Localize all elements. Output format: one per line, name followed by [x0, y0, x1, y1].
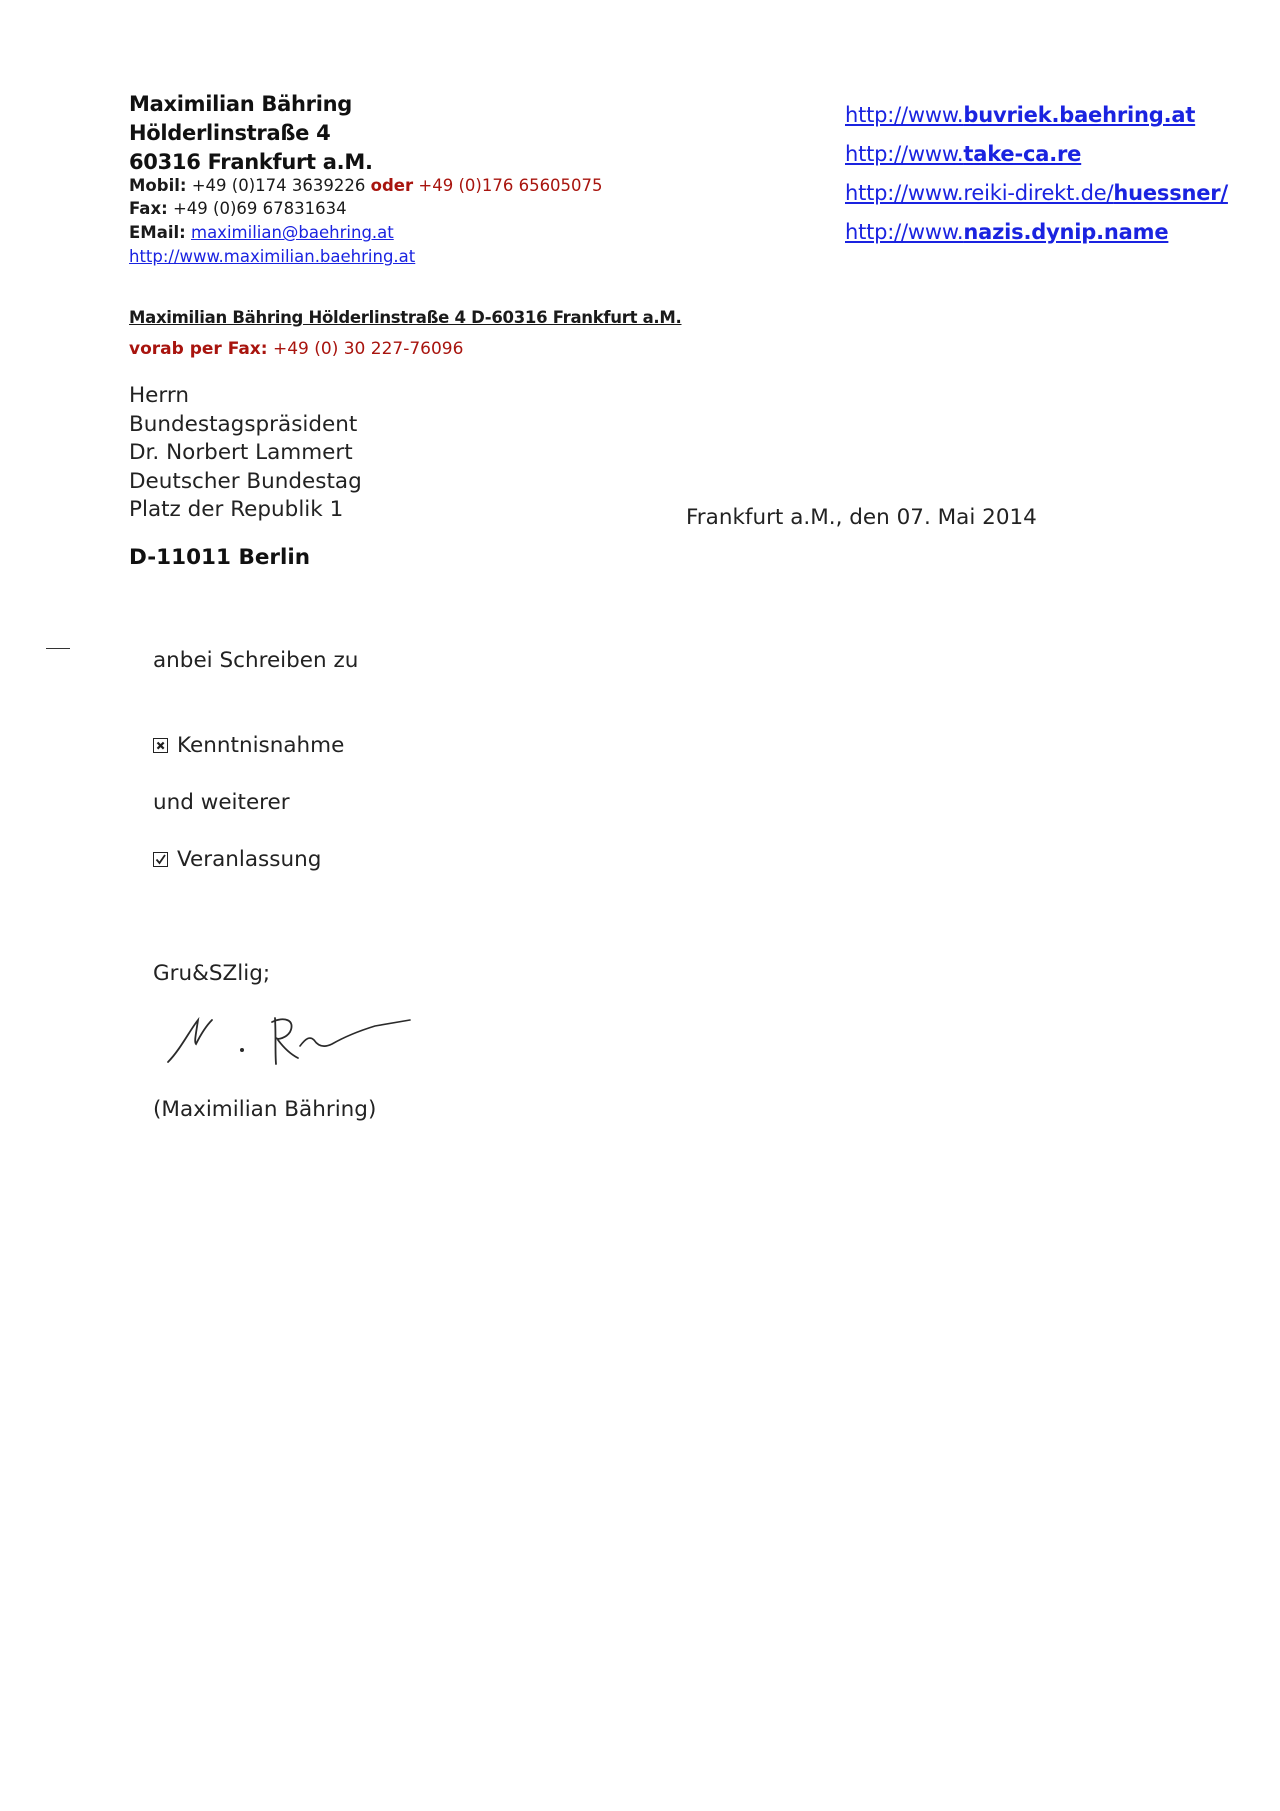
fax-number: +49 (0)69 67831634: [172, 199, 347, 218]
contact-email: [129, 223, 394, 242]
return-address: Maximilian Bähring Hölderlinstraße 4 D-60316 Frankfurt a.M.: [129, 308, 682, 327]
link-4-domain: nazis.dynip.name: [963, 220, 1169, 244]
link-3-prefix: http://www.reiki-direkt.de/: [845, 181, 1114, 205]
fax-notice: [129, 339, 463, 359]
external-link-3[interactable]: [845, 181, 1228, 205]
x-checkbox-icon: [153, 738, 168, 753]
link-3-path: huessner/: [1113, 181, 1228, 205]
fold-mark: [46, 648, 70, 649]
link-2-prefix: http://www.: [845, 142, 964, 166]
external-link-4[interactable]: [845, 220, 1168, 244]
external-link-1[interactable]: [845, 103, 1195, 127]
mobile-number-2: +49 (0)176 65605075: [418, 176, 603, 195]
website-link[interactable]: http://www.maximilian.baehring.at: [129, 247, 416, 266]
mobile-or: oder: [370, 176, 414, 195]
contact-mobile: [129, 176, 603, 195]
fax-notice-label: vorab per Fax:: [129, 339, 268, 359]
option-kenntnisnahme-label: Kenntnisnahme: [177, 733, 345, 758]
sender-street: Hölderlinstraße 4: [129, 121, 331, 145]
recipient-title: Bundestagspräsident: [129, 412, 358, 437]
fax-notice-number: +49 (0) 30 227-76096: [272, 339, 464, 359]
mobile-label: Mobil:: [129, 176, 187, 195]
link-1-prefix: http://www.: [845, 103, 964, 127]
checkmark-checkbox-icon: [153, 852, 168, 867]
fax-label: Fax:: [129, 199, 168, 218]
link-1-domain: buvriek.baehring.at: [963, 103, 1196, 127]
link-2-domain: take-ca.re: [963, 142, 1082, 166]
letter-date: Frankfurt a.M., den 07. Mai 2014: [686, 505, 1037, 530]
recipient-name: Dr. Norbert Lammert: [129, 440, 353, 465]
contact-fax: [129, 199, 347, 218]
recipient-salutation: Herrn: [129, 383, 189, 408]
recipient-city: D-11011 Berlin: [129, 545, 311, 570]
contact-website: [129, 247, 415, 266]
recipient-organization: Deutscher Bundestag: [129, 469, 362, 494]
email-link[interactable]: maximilian@baehring.at: [191, 223, 394, 242]
signature-name: (Maximilian Bähring): [153, 1097, 377, 1122]
link-4-prefix: http://www.: [845, 220, 964, 244]
option-kenntnisnahme: [153, 733, 344, 758]
greeting: Gru&SZlig;: [153, 961, 271, 986]
mobile-number-1: +49 (0)174 3639226: [191, 176, 366, 195]
option-veranlassung-label: Veranlassung: [177, 847, 322, 872]
sender-name: Maximilian Bähring: [129, 92, 352, 116]
option-veranlassung: [153, 847, 321, 872]
body-middle: und weiterer: [153, 790, 290, 815]
body-intro: anbei Schreiben zu: [153, 648, 359, 673]
external-link-2[interactable]: [845, 142, 1081, 166]
handwritten-signature: [150, 990, 420, 1080]
recipient-street: Platz der Republik 1: [129, 497, 344, 522]
sender-city: 60316 Frankfurt a.M.: [129, 150, 373, 174]
email-label: EMail:: [129, 223, 186, 242]
